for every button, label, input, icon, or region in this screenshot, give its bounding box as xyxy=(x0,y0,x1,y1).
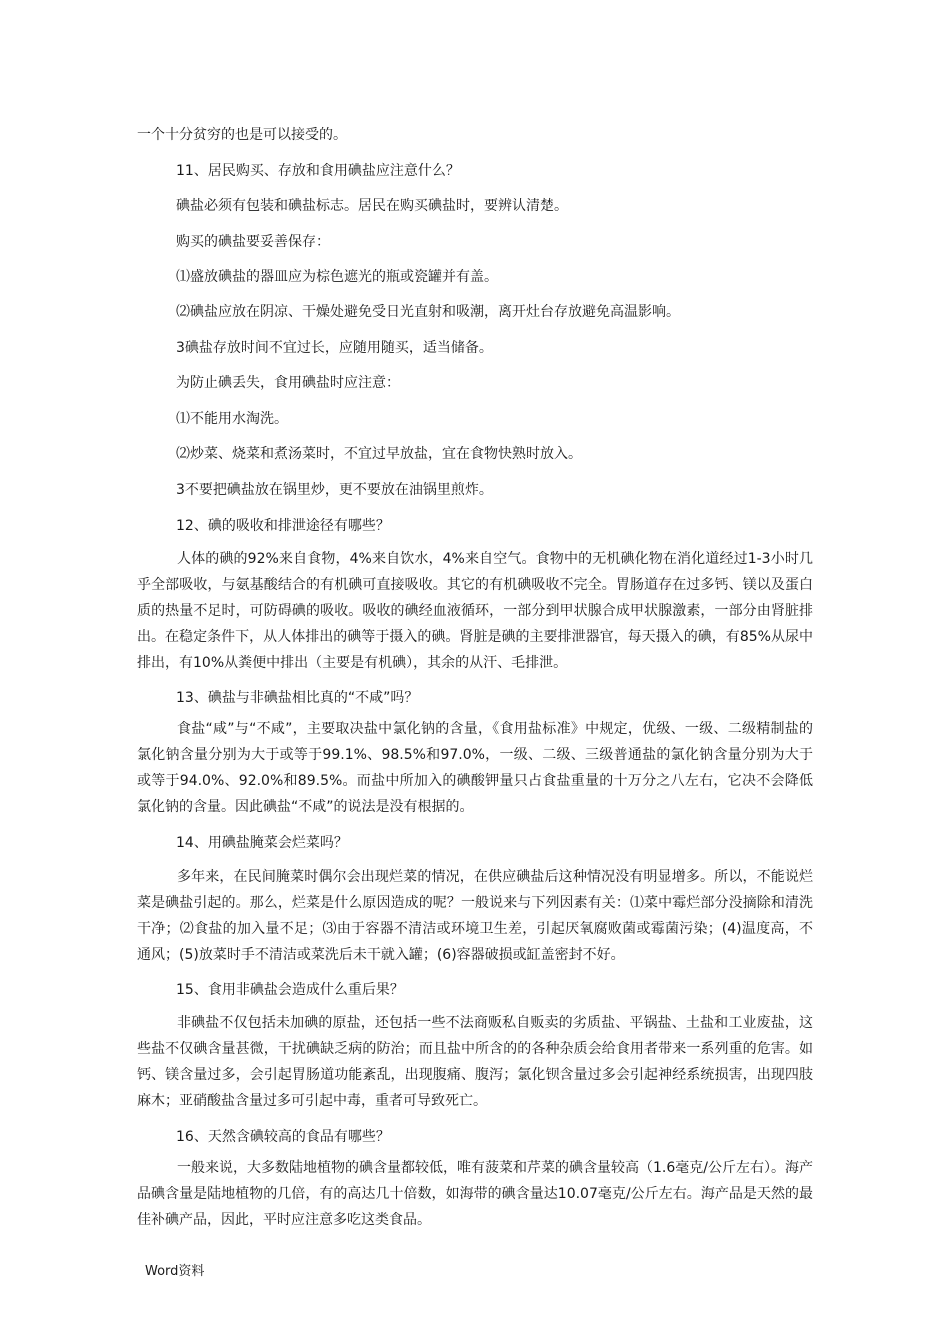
section-heading-14: 14、用碘盐腌菜会烂菜吗？ xyxy=(176,835,348,851)
paragraph: 非碘盐不仅包括未加碘的原盐，还包括一些不法商贩私自贩卖的劣质盐、平锅盐、土盐和工业废盐，这些盐不仅碘含量甚微，干扰碘缺乏病的防治；而且盐中所含的的各种杂质会给食用者带来一系列重的危害。如钙、镁含量过多，会引起胃肠道功能紊乱，出现腹痛、腹泻；氯化钡含量过多会引起神经系统损害，出现四肢麻木；亚硝酸盐含量过多可引起中毒，重者可导致死亡。 xyxy=(137,1015,813,1109)
list-item: 3碘盐存放时间不宜过长，应随用随买，适当储备。 xyxy=(176,340,493,356)
list-item: ⑴盛放碘盐的器皿应为棕色遮光的瓶或瓷罐并有盖。 xyxy=(176,269,498,285)
paragraph: 一般来说，大多数陆地植物的碘含量都较低，唯有菠菜和芹菜的碘含量较高（1.6毫克/公斤左右）。海产品碘含量是陆地植物的几倍，有的高达几十倍数，如海带的碘含量达10.07毫克/公斤左右。海产品是天然的最佳补碘产品，因此，平时应注意多吃这类食品。 xyxy=(137,1160,813,1228)
list-item: ⑵炒菜、烧菜和煮汤菜时，不宜过早放盐，宜在食物快熟时放入。 xyxy=(176,446,582,462)
text-line: 为防止碘丢失，食用碘盐时应注意： xyxy=(176,375,400,391)
section-heading-13: 13、碘盐与非碘盐相比真的“不咸”吗？ xyxy=(176,690,419,706)
text-line: 一个十分贫穷的也是可以接受的。 xyxy=(137,127,347,143)
text-line: 购买的碘盐要妥善保存： xyxy=(176,234,330,250)
section-heading-12: 12、碘的吸收和排泄途径有哪些？ xyxy=(176,518,390,534)
section-heading-11: 11、居民购买、存放和食用碘盐应注意什么？ xyxy=(176,163,460,179)
footer-label: Word资料 xyxy=(145,1264,205,1279)
section-heading-16: 16、天然含碘较高的食品有哪些？ xyxy=(176,1129,390,1145)
paragraph: 多年来，在民间腌菜时偶尔会出现烂菜的情况，在供应碘盐后这种情况没有明显增多。所以，不能说烂菜是碘盐引起的。那么，烂菜是什么原因造成的呢？一般说来与下列因素有关：⑴菜中霉烂部分没摘除和清洗干净；⑵食盐的加入量不足；⑶由于容器不清洁或环境卫生差，引起厌氧腐败菌或霉菌污染；(4)温度高，不通风；(5)放菜时手不清洁或菜洗后未干就入罐；(6)容器破损或缸盖密封不好。 xyxy=(137,869,813,963)
section-heading-15: 15、食用非碘盐会造成什么重后果？ xyxy=(176,982,404,998)
text-line: 碘盐必须有包装和碘盐标志。居民在购买碘盐时，要辨认清楚。 xyxy=(176,198,568,214)
list-item: 3不要把碘盐放在锅里炒，更不要放在油锅里煎炸。 xyxy=(176,482,493,498)
paragraph: 食盐“咸”与“不咸”，主要取决盐中氯化钠的含量，《食用盐标准》中规定，优级、一级、二级精制盐的氯化钠含量分别为大于或等于99.1%、98.5%和97.0%，一级、二级、三级普通盐的氯化钠含量分别为大于或等于94.0%、92.0%和89.5%。而盐中所加入的碘酸钾量只占食盐重量的十万分之八左右，它决不会降低氯化钠的含量。因此碘盐“不咸”的说法是没有根据的。 xyxy=(137,721,813,815)
paragraph: 人体的碘的92%来自食物，4%来自饮水，4%来自空气。食物中的无机碘化物在消化道经过1-3小时几乎全部吸收，与氨基酸结合的有机碘可直接吸收。其它的有机碘吸收不完全。胃肠道存在过多钙、镁以及蛋白质的热量不足时，可防碍碘的吸收。吸收的碘经血液循环，一部分到甲状腺合成甲状腺激素，一部分由肾脏排出。在稳定条件下，从人体排出的碘等于摄入的碘。肾脏是碘的主要排泄器官，每天摄入的碘，有85%从尿中排出，有10%从粪便中排出（主要是有机碘），其余的从汗、毛排泄。 xyxy=(137,551,813,671)
list-item: ⑵碘盐应放在阴凉、干燥处避免受日光直射和吸潮，离开灶台存放避免高温影响。 xyxy=(176,304,680,320)
list-item: ⑴不能用水淘洗。 xyxy=(176,411,288,427)
